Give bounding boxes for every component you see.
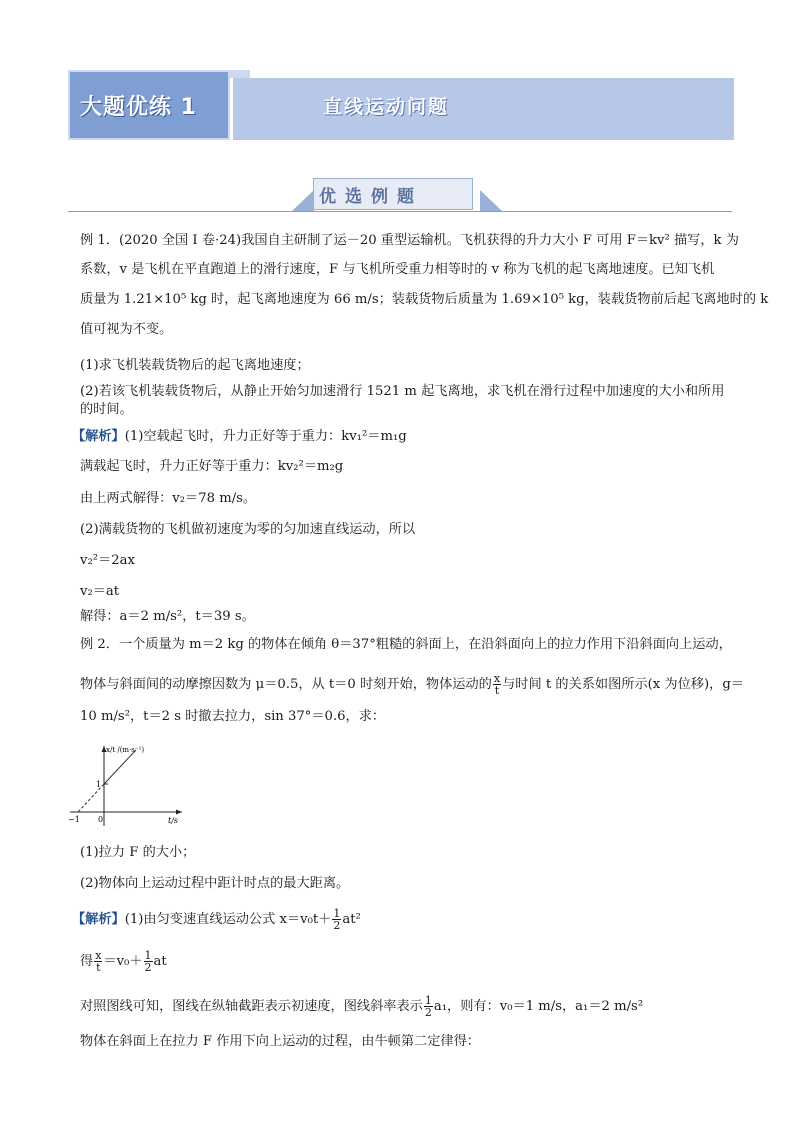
ex1-solution-line3: 由上两式解得：v₂＝78 m/s。 <box>80 491 257 506</box>
graph-x-label: t/s <box>168 816 179 825</box>
x-over-t-graph <box>64 744 184 828</box>
ex1-solution-line2: 满载起飞时，升力正好等于重力：kv₂²＝m₂g <box>80 459 344 474</box>
ex2-q1: (1)拉力 F 的大小； <box>80 845 196 860</box>
graph-tick-neg1: −1 <box>68 815 80 824</box>
graph-tick-1: 1 <box>96 780 102 789</box>
ex1-line4: 值可视为不变。 <box>80 322 173 337</box>
ex2-solution-line2: 得 $\frac{x}{t}$ ＝v₀＋ $\frac{1}{2}$ at <box>80 949 167 974</box>
ex2-line2: 物体与斜面间的动摩擦因数为 μ＝0.5，从 t＝0 时刻开始，物体运动的 $\frac{x}{t}$ 与时间 t 的关系如图所示(x 为位移)，g＝ <box>80 672 744 697</box>
ex2-solution-line1: 【解析】(1)由匀变速直线运动公式 x＝v₀t＋ $\frac{1}{2}$ at² <box>72 907 361 932</box>
ex1-line3: 质量为 1.21×10⁵ kg 时，起飞离地速度为 66 m/s；装载货物后质量为 1.69×10⁵ kg，装载货物前后起飞离地时的 k <box>80 292 769 307</box>
graph-line-series <box>104 750 136 784</box>
ex1-solution-line7: 解得：a＝2 m/s²，t＝39 s。 <box>80 609 255 624</box>
ex1-line1: 例 1．(2020 全国 I 卷·24)我国自主研制了运－20 重型运输机。飞机获得的升力大小 F 可用 F＝kv² 描写，k 为 <box>80 233 739 248</box>
fraction-half: $\frac{1}{2}$ <box>333 907 341 932</box>
ex2-solution-line3: 对照图线可知，图线在纵轴截距表示初速度，图线斜率表示 $\frac{1}{2}$ a₁，则有：v₀＝1 m/s，a₁＝2 m/s² <box>80 994 644 1019</box>
ex1-solution-line6: v₂＝at <box>80 584 120 599</box>
banner-decoration <box>230 70 250 78</box>
section-heading <box>313 178 473 210</box>
ex2-q2: (2)物体向上运动过程中距计时点的最大距离。 <box>80 876 350 891</box>
fraction-x-over-t: $\frac{x}{t}$ <box>493 672 501 697</box>
topic-title-bar <box>233 78 734 140</box>
topic-badge-text: 大题优练 1 <box>80 95 197 120</box>
fraction-half: $\frac{1}{2}$ <box>424 994 432 1019</box>
ex2-solution-line4: 物体在斜面上在拉力 F 作用下向上运动的过程，由牛顿第二定律得： <box>80 1034 480 1049</box>
graph-tick-0: 0 <box>98 815 104 824</box>
solution-tag: 【解析】 <box>72 429 125 444</box>
ex1-q2-cont: 的时间。 <box>80 402 133 417</box>
ex2-line1: 例 2．一个质量为 m＝2 kg 的物体在倾角 θ＝37°粗糙的斜面上，在沿斜面向上的拉力作用下沿斜面向上运动， <box>80 637 732 652</box>
fraction-x-over-t: $\frac{x}{t}$ <box>95 949 102 974</box>
ex2-line3: 10 m/s²，t＝2 s 时撤去拉力，sin 37°＝0.6，求： <box>80 709 386 724</box>
topic-badge <box>68 70 230 140</box>
section-heading-text: 优选例题 <box>319 187 423 207</box>
fraction-half: $\frac{1}{2}$ <box>144 949 152 974</box>
graph-y-label: x/t /(m·s⁻¹) <box>106 746 145 754</box>
ex1-line2: 系数，v 是飞机在平直跑道上的滑行速度，F 与飞机所受重力相等时的 v 称为飞机的起飞离地速度。已知飞机 <box>80 262 715 277</box>
ex1-q2: (2)若该飞机装载货物后，从静止开始匀加速滑行 1521 m 起飞离地，求飞机在滑行过程中加速度的大小和所用 <box>80 384 725 399</box>
ex1-solution-line5: v₂²＝2ax <box>80 553 135 568</box>
ex1-q1: (1)求飞机装载货物后的起飞离地速度； <box>80 358 310 373</box>
graph-x-axis-arrow <box>176 810 182 815</box>
topic-title: 直线运动问题 <box>323 96 450 118</box>
solution-tag: 【解析】 <box>72 912 125 927</box>
ex1-solution-line1: 【解析】(1)空载起飞时，升力正好等于重力：kv₁²＝m₁g <box>72 429 407 444</box>
ex1-solution-line4: (2)满载货物的飞机做初速度为零的匀加速直线运动，所以 <box>80 522 416 537</box>
